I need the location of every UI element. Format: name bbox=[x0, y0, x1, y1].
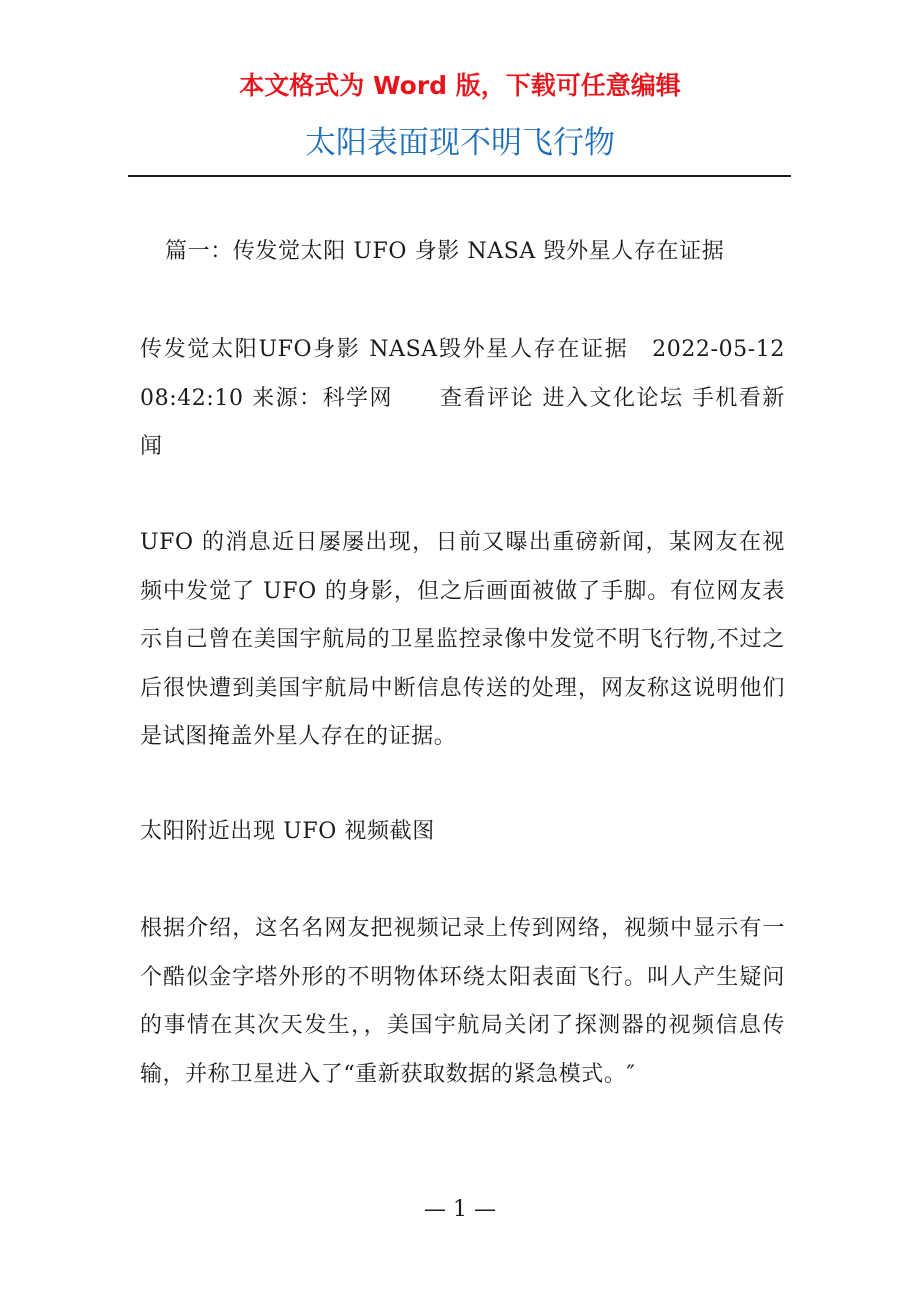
article-meta-line: 传发觉太阳UFO身影 NASA毁外星人存在证据 2022-05-12 08:42:10 来源：科学网 查看评论 进入文化论坛 手机看新闻 bbox=[140, 337, 785, 459]
image-caption: 太阳附近出现 UFO 视频截图 bbox=[140, 819, 435, 844]
section-heading: 篇一：传发觉太阳 UFO 身影 NASA 毁外星人存在证据 bbox=[165, 239, 725, 264]
document-title: 太阳表面现不明飞行物 bbox=[305, 125, 615, 161]
body-paragraph: UFO 的消息近日屡屡出现，日前又曝出重磅新闻，某网友在视频中发觉了 UFO 的身影，但之后画面被做了手脚。有位网友表示自己曾在美国宇航局的卫星监控录像中发觉不明飞行物,不过之后很快遭到美国宇航局中断信息传送的处理，网友称这说明他们是试图掩盖外星人存在的证据。 bbox=[140, 530, 785, 749]
format-notice: 本文格式为 Word 版，下载可任意编辑 bbox=[239, 71, 681, 100]
body-paragraph: 根据介绍，这名名网友把视频记录上传到网络，视频中显示有一个酷似金字塔外形的不明物体环绕太阳表面飞行。叫人产生疑问的事情在其次天发生，，美国宇航局关闭了探测器的视频信息传输，并称卫星进入了“重新获取数据的紧急模式。″ bbox=[140, 916, 785, 1087]
page-number: — 1 — bbox=[424, 1197, 496, 1222]
title-divider bbox=[128, 175, 791, 177]
